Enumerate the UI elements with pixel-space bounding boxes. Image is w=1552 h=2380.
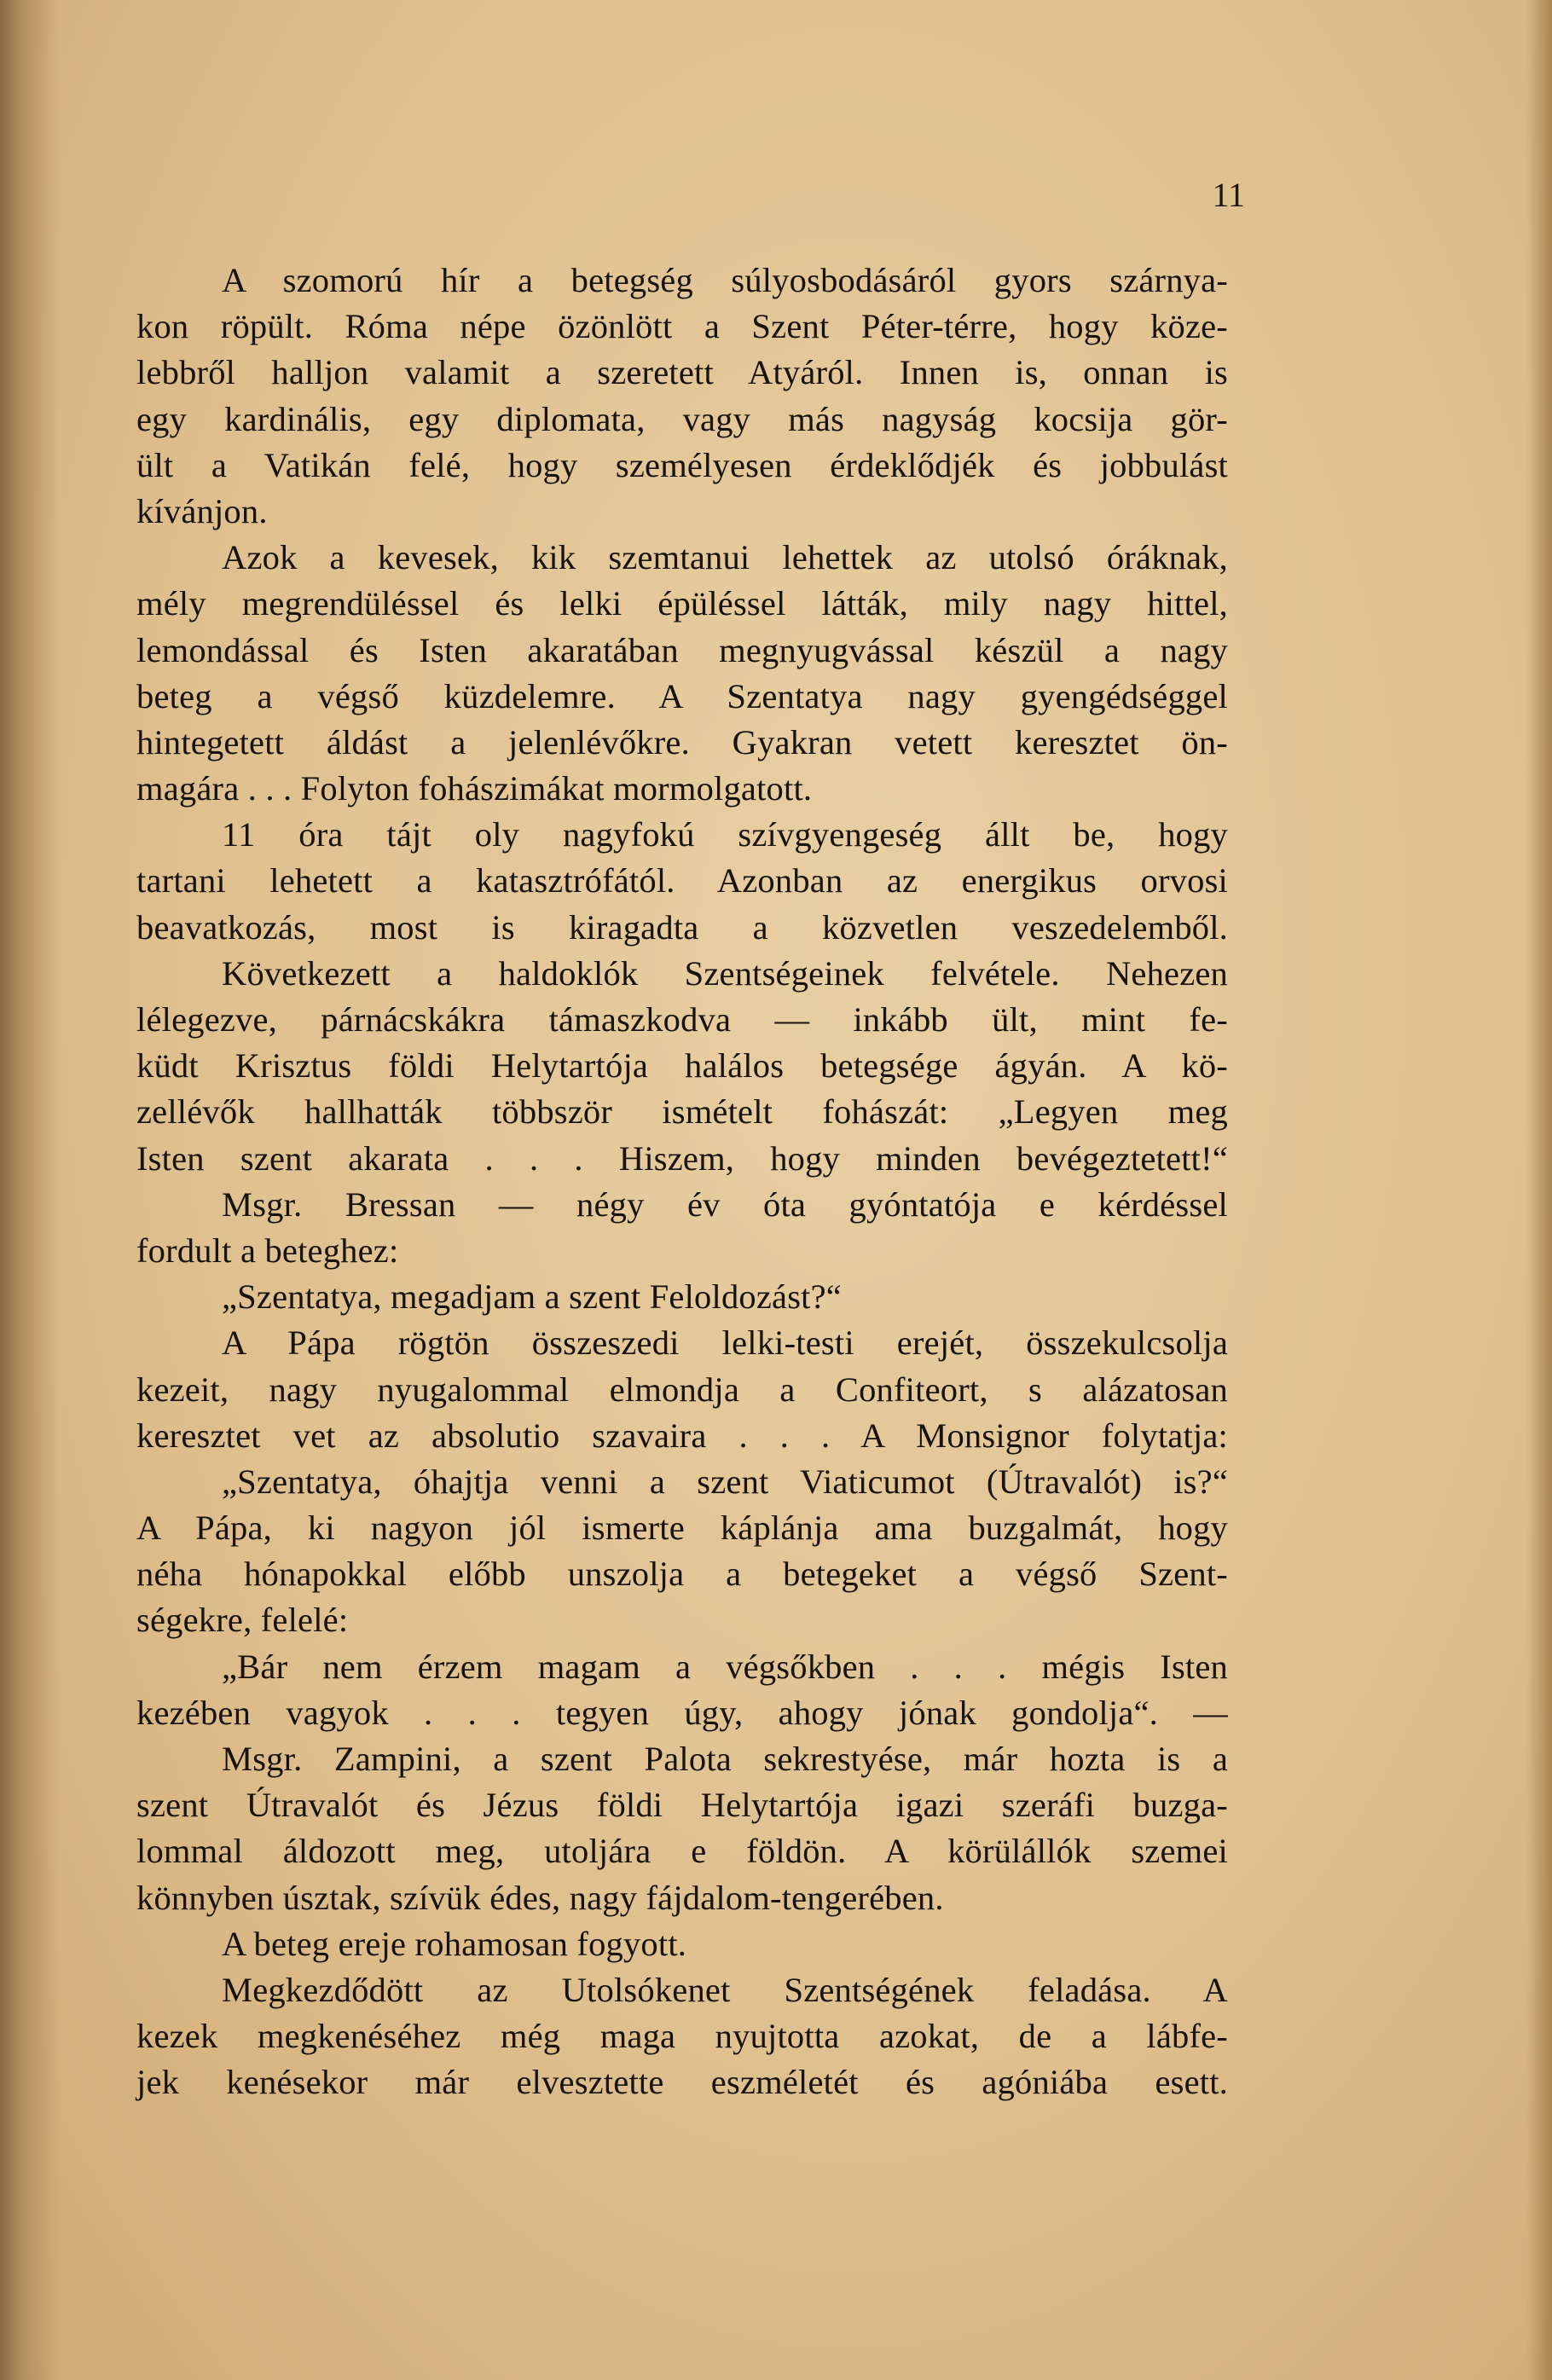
text-line: kezeit, nagy nyugalommal elmondja a Confiteort, s alázatosan [136,1370,1228,1409]
text-line: kívánjon. [136,491,268,530]
text-line: A beteg ereje rohamosan fogyott. [222,1924,687,1963]
text-line: Megkezdődött az Utolsókenet Szentségének feladása. A [222,1970,1228,2009]
text-line: Következett a haldoklók Szentségeinek felvétele. Nehezen [222,953,1228,993]
text-line: 11 óra tájt oly nagyfokú szívgyengeség állt be, hogy [222,815,1228,854]
text-line: Isten szent akarata . . . Hiszem, hogy minden bevégeztetett!“ [136,1138,1228,1178]
text-line: ségekre, felelé: [136,1601,349,1640]
body-text [136,258,1228,2106]
text-line: keresztet vet az absolutio szavaira . . . A Monsignor folytatja: [136,1416,1228,1455]
text-line: néha hónapokkal előbb unszolja a betegeket a végső Szent- [136,1555,1228,1594]
text-line: beavatkozás, most is kiragadta a közvetlen veszedelemből. [136,907,1228,947]
text-line: zellévők hallhatták többször ismételt fohászát: „Legyen meg [136,1092,1228,1132]
text-line: magára . . . Folyton fohászimákat mormolgatott. [136,769,813,808]
text-line: lemondással és Isten akaratában megnyugvással készül a nagy [136,630,1228,669]
text-line: küdt Krisztus földi Helytartója halálos betegsége ágyán. A kö- [136,1046,1228,1086]
text-line: kezek megkenéséhez még maga nyujtotta azokat, de a lábfe- [136,2017,1228,2056]
text-line: lommal áldozott meg, utoljára e földön. A körülállók szemei [136,1832,1228,1871]
text-line: „Szentatya, óhajtja venni a szent Viaticumot (Útravalót) is?“ [222,1462,1228,1501]
text-line: Msgr. Bressan — négy év óta gyóntatója e kérdéssel [222,1184,1228,1224]
text-line: A Pápa, ki nagyon jól ismerte káplánja ama buzgalmát, hogy [136,1508,1228,1548]
text-line: tartani lehetett a katasztrófától. Azonban az energikus orvosi [136,861,1228,900]
text-line: beteg a végső küzdelemre. A Szentatya nagy gyengédséggel [136,676,1228,715]
text-line: könnyben úsztak, szívük édes, nagy fájdalom-tengerében. [136,1878,944,1917]
text-line: lebbről halljon valamit a szeretett Atyáról. Innen is, onnan is [136,353,1228,392]
page-number: 11 [1212,176,1245,214]
text-line: A szomorú hír a betegség súlyosbodásáról gyors szárnya- [222,261,1228,299]
text-line: ült a Vatikán felé, hogy személyesen érdeklődjék és jobbulást [136,445,1228,484]
text-line: hintegetett áldást a jelenlévőkre. Gyakran vetett keresztet ön- [136,722,1228,761]
text-line: lélegezve, párnácskákra támaszkodva — inkább ült, mint fe- [136,1000,1228,1039]
text-line: Azok a kevesek, kik szemtanui lehettek az utolsó óráknak, [222,538,1228,577]
text-line: Msgr. Zampini, a szent Palota sekrestyése, már hozta is a [222,1740,1228,1778]
page-edge [1526,0,1552,2380]
text-line: egy kardinális, egy diplomata, vagy más nagyság kocsija gör- [136,399,1228,438]
text-line: kon röpült. Róma népe özönlött a Szent Péter-térre, hogy köze- [136,307,1228,346]
text-line: kezében vagyok . . . tegyen úgy, ahogy jónak gondolja“. — [136,1693,1228,1732]
text-line: szent Útravalót és Jézus földi Helytartója igazi szeráfi buzga- [136,1786,1228,1825]
text-line: „Bár nem érzem magam a végsőkben . . . mégis Isten [222,1647,1228,1686]
text-line: A Pápa rögtön összeszedi lelki-testi erejét, összekulcsolja [222,1323,1228,1363]
text-line: „Szentatya, megadjam a szent Feloldozást?“ [222,1277,842,1317]
text-line: fordult a beteghez: [136,1231,399,1270]
text-line: mély megrendüléssel és lelki épüléssel látták, mily nagy hittel, [136,584,1228,623]
binding-shadow [0,0,60,2380]
text-line: jek kenésekor már elvesztette eszméletét és agóniába esett. [136,2063,1228,2102]
